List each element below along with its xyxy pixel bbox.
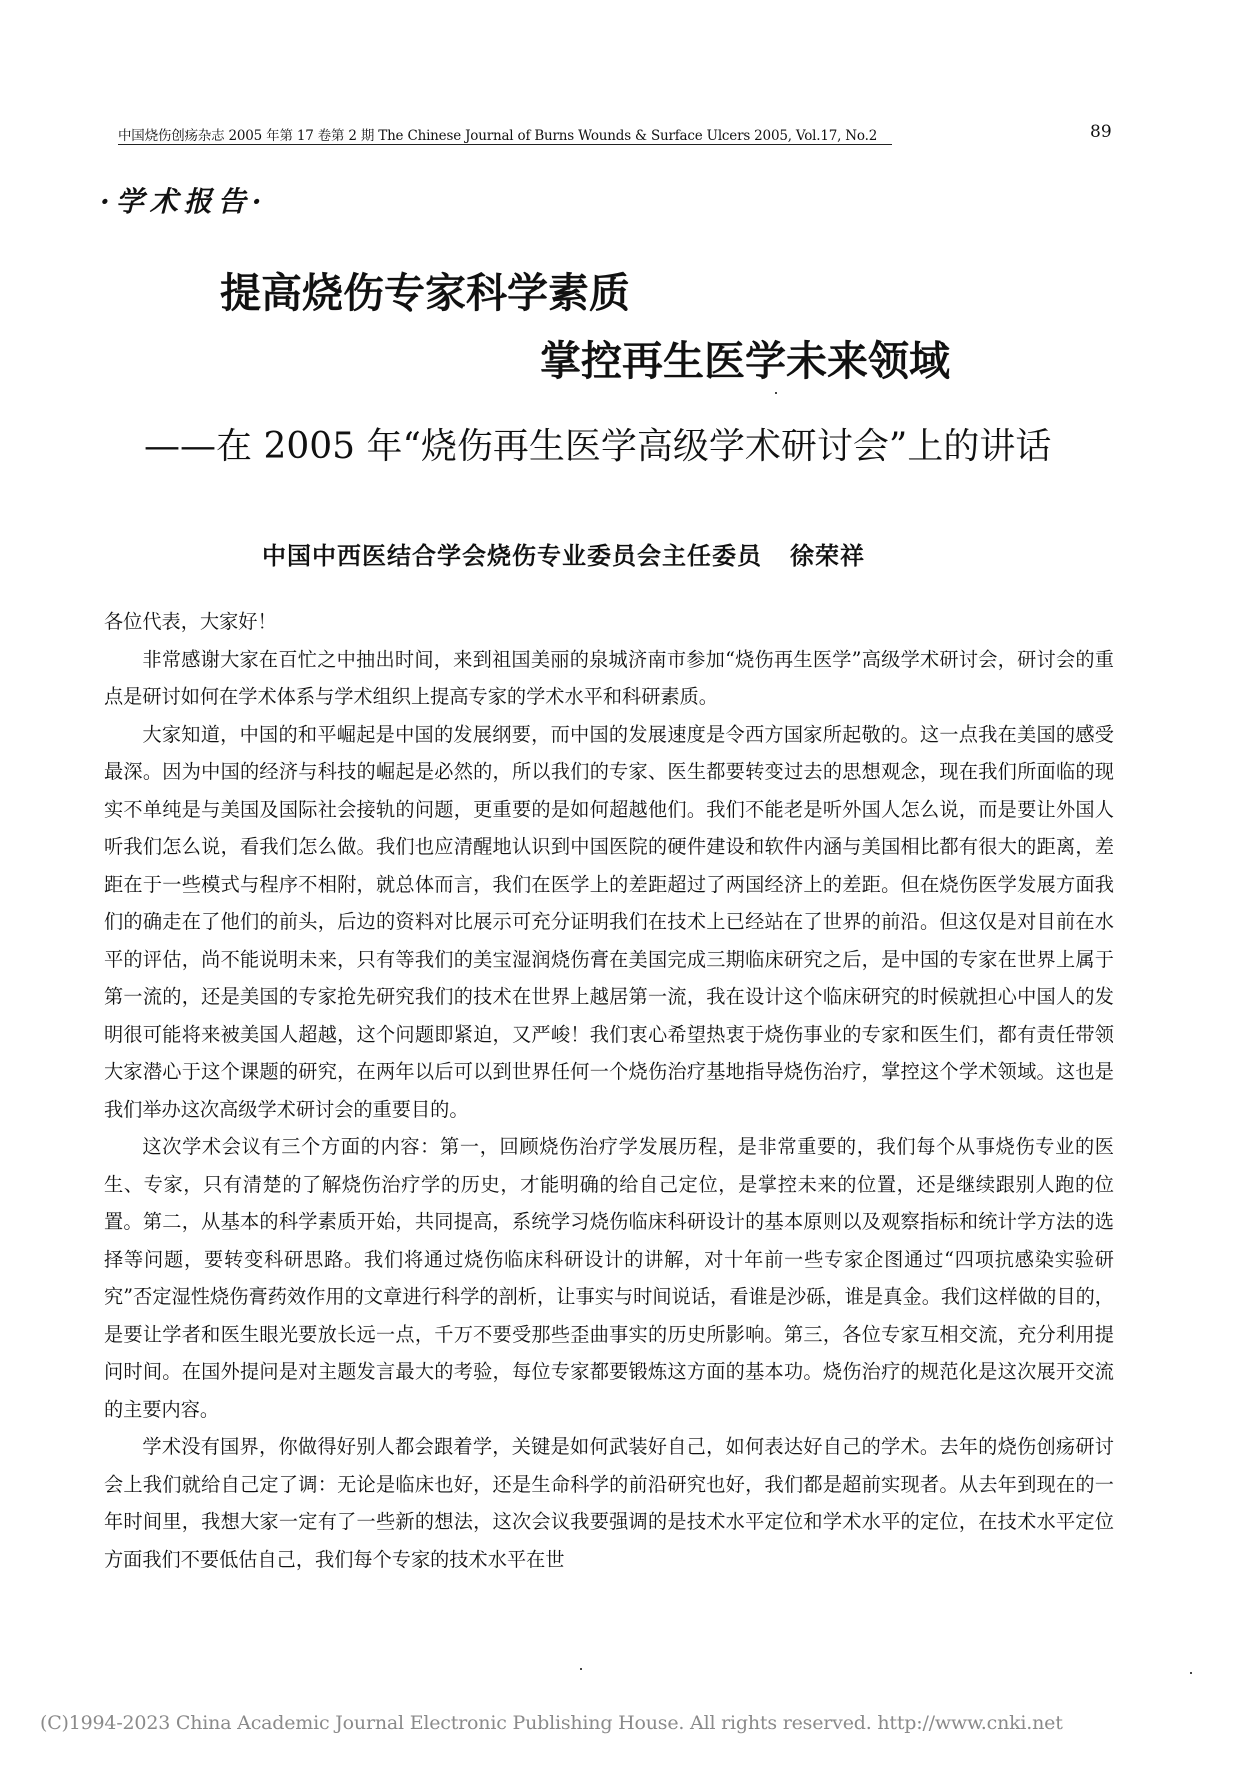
title-line-1: 提高烧伤专家科学素质 [220,269,630,317]
running-header: 中国烧伤创疡杂志 2005 年第 17 卷第 2 期 The Chinese Journal of Burns Wounds & Surface Ulcers 2005, Vol.17, No.2 [118,124,890,144]
article-body [104,603,1114,1578]
page-number: 89 [1090,122,1112,142]
body-paragraph-1: 非常感谢大家在百忙之中抽出时间，来到祖国美丽的泉城济南市参加“烧伤再生医学”高级学术研讨会，研讨会的重点是研讨如何在学术体系与学术组织上提高专家的学术水平和科研素质。 [104,647,1114,708]
body-paragraph-2: 大家知道，中国的和平崛起是中国的发展纲要，而中国的发展速度是令西方国家所起敬的。这一点我在美国的感受最深。因为中国的经济与科技的崛起是必然的，所以我们的专家、医生都要转变过去的思想观念，现在我们所面临的现实不单纯是与美国及国际社会接轨的问题，更重要的是如何超越他们。我们不能老是听外国人怎么说，而是要让外国人听我们怎么说，看我们怎么做。我们也应清醒地认识到中国医院的硬件建设和软件内涵与美国相比都有很大的距离，差距在于一些模式与程序不相附，就总体而言，我们在医学上的差距超过了两国经济上的差距。但在烧伤医学发展方面我们的确走在了他们的前头，后边的资料对比展示可充分证明我们在技术上已经站在了世界的前沿。但这仅是对目前在水平的评估，尚不能说明未来，只有等我们的美宝湿润烧伤膏在美国完成三期临床研究之后，是中国的专家在世界上属于第一流的，还是美国的专家抢先研究我们的技术在世界上越居第一流，我在设计这个临床研究的时候就担心中国人的发明很可能将来被美国人超越，这个问题即紧迫，又严峻！我们衷心希望热衷于烧伤事业的专家和医生们，都有责任带领大家潜心于这个课题的研究，在两年以后可以到世界任何一个烧伤治疗基地指导烧伤治疗，掌控这个学术领域。这也是我们举办这次高级学术研讨会的重要目的。 [104,722,1114,1121]
scan-speck [775,392,777,394]
author-affiliation: 中国中西医结合学会烧伤专业委员会主任委员 [262,541,762,570]
salutation: 各位代表，大家好！ [104,610,277,633]
scan-speck [1190,1672,1192,1674]
subtitle: ——在 2005 年“烧伤再生医学高级学术研讨会”上的讲话 [144,426,1052,467]
body-paragraph-4: 学术没有国界，你做得好别人都会跟着学，关键是如何武装好自己，如何表达好自己的学术。去年的烧伤创疡研讨会上我们就给自己定了调：无论是临床也好，还是生命科学的前沿研究也好，我们都是超前实现者。从去年到现在的一年时间里，我想大家一定有了一些新的想法，这次会议我要强调的是技术水平定位和学术水平的定位，在技术水平定位方面我们不要低估自己，我们每个专家的技术水平在世 [104,1435,1114,1571]
title-line-2: 掌控再生医学未来领域 [540,337,950,385]
author-name: 徐荣祥 [790,541,865,570]
section-label: ·学术报告· [100,185,268,218]
copyright-footer: (C)1994-2023 China Academic Journal Electronic Publishing House. All rights reserved. http://www.cnki.net [40,1712,1063,1734]
body-paragraph-3: 这次学术会议有三个方面的内容：第一，回顾烧伤治疗学发展历程，是非常重要的，我们每个从事烧伤专业的医生、专家，只有清楚的了解烧伤治疗学的历史，才能明确的给自己定位，是掌控未来的位置，还是继续跟别人跑的位置。第二，从基本的科学素质开始，共同提高，系统学习烧伤临床科研设计的基本原则以及观察指标和统计学方法的选择等问题，要转变科研思路。我们将通过烧伤临床科研设计的讲解，对十年前一些专家企图通过“四项抗感染实验研究”否定湿性烧伤膏药效作用的文章进行科学的剖析，让事实与时间说话，看谁是沙砾，谁是真金。我们这样做的目的，是要让学者和医生眼光要放长远一点，千万不要受那些歪曲事实的历史所影响。第三，各位专家互相交流，充分利用提问时间。在国外提问是对主题发言最大的考验，每位专家都要锻炼这方面的基本功。烧伤治疗的规范化是这次展开交流的主要内容。 [104,1135,1114,1421]
author-line [262,536,865,571]
scan-speck [580,1668,582,1670]
